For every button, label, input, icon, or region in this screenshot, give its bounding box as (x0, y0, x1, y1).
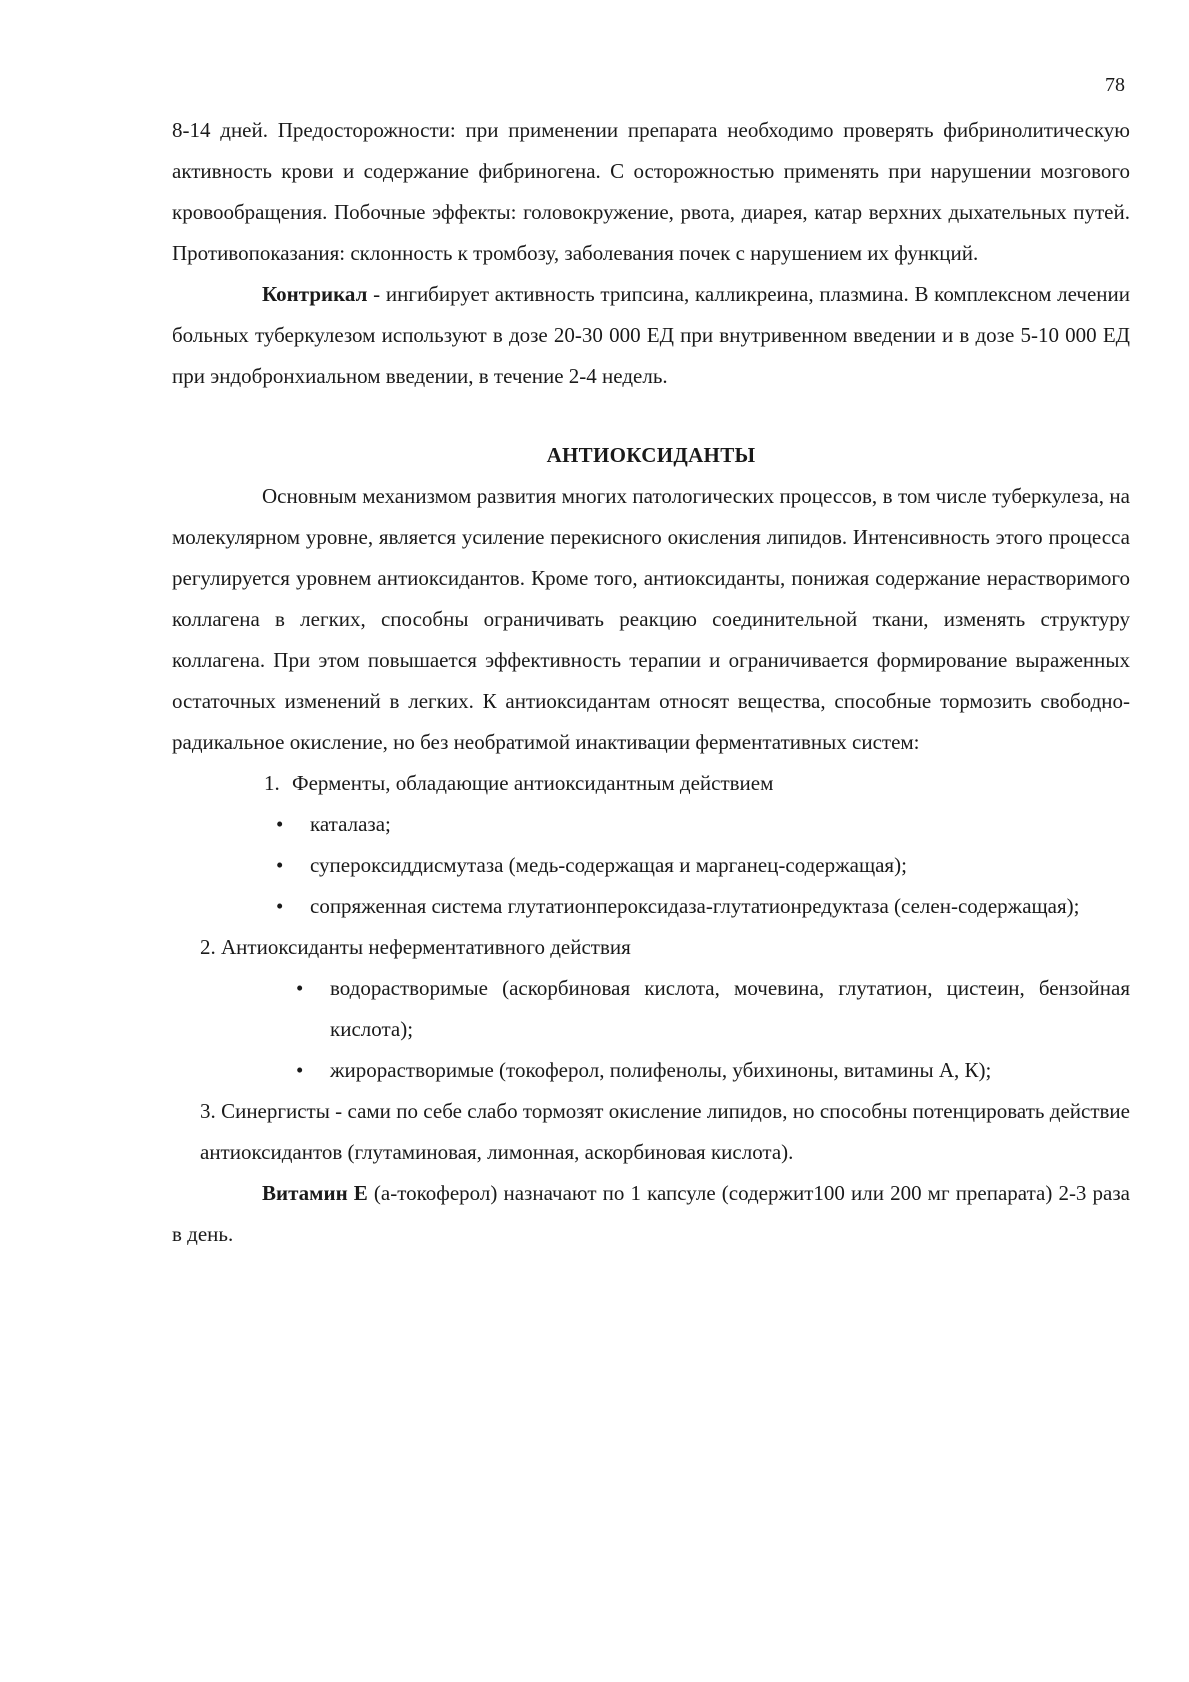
bullet-icon: • (276, 853, 284, 877)
bullet-icon: • (276, 812, 284, 836)
bullet-text: жирорастворимые (токоферол, полифенолы, убихиноны, витамины А, К); (330, 1058, 992, 1082)
paragraph-antioxidants-intro: Основным механизмом развития многих патологических процессов, в том числе туберкулеза, на молекулярном уровне, является усиление перекисного окисления липидов. Интенсивность этого процесса регулируется уровнем антиоксидантов. Кроме того, антиоксиданты, понижая содержание нерастворимого коллагена в легких, способны ограничивать реакцию соединительной ткани, изменять структуру коллагена. При этом повышается эффективность терапии и ограничивается формирование выраженных остаточных изменений в легких. К антиоксидантам относят вещества, способные тормозить свободно-радикальное окисление, но без необратимой инактивации ферментативных систем: (172, 484, 1130, 754)
enzyme-bullet-list (276, 804, 1130, 927)
bullet-text: водорастворимые (аскорбиновая кислота, мочевина, глутатион, цистеин, бензойная кислота); (330, 976, 1130, 1041)
list-item-title: Ферменты, обладающие антиоксидантным действием (292, 771, 774, 795)
list-number: 1. (264, 771, 280, 795)
list-item-title: 2. Антиоксиданты неферментативного действия (200, 935, 631, 959)
paragraph-continuation: 8-14 дней. Предосторожности: при применении препарата необходимо проверять фибринолитическую активность крови и содержание фибриногена. С осторожностью применять при нарушении мозгового кровообращения. Побочные эффекты: головокружение, рвота, диарея, катар верхних дыхательных путей. Противопоказания: склонность к тромбозу, заболевания почек с нарушением их функций. (172, 118, 1130, 265)
nonenzymatic-bullet-list (296, 968, 1130, 1091)
kontrikal-description: - ингибирует активность трипсина, калликреина, плазмина. В комплексном лечении больных туберкулезом используют в дозе 20-30 000 ЕД при внутривенном введении и в дозе 5-10 000 ЕД при эндобронхиальном введении, в течение 2-4 недель. (172, 282, 1130, 388)
vitamin-e-description: (а-токоферол) назначают по 1 капсуле (содержит100 или 200 мг препарата) 2-3 раза в день. (172, 1181, 1130, 1246)
list-item (276, 804, 1130, 845)
bullet-icon: • (276, 894, 284, 918)
paragraph-vitamin-e (172, 1173, 1130, 1255)
list-item (276, 845, 1130, 886)
bullet-text: супероксиддисмутаза (медь-содержащая и марганец-содержащая); (310, 853, 907, 877)
document-body (172, 110, 1130, 1255)
list-item-synergists: 3. Синергисты - сами по себе слабо тормозят окисление липидов, но способны потенцировать действие антиоксидантов (глутаминовая, лимонная, аскорбиновая кислота). (200, 1099, 1130, 1164)
term-kontrikal: Контрикал (262, 282, 368, 306)
bullet-text: каталаза; (310, 812, 391, 836)
term-vitamin-e: Витамин Е (262, 1181, 368, 1205)
page-number: 78 (1105, 74, 1125, 96)
list-item-enzymes (264, 763, 1130, 804)
bullet-icon: • (296, 976, 304, 1000)
list-item (296, 968, 1130, 1050)
section-heading: АНТИОКСИДАНТЫ (546, 443, 756, 467)
list-item (296, 1050, 1130, 1091)
list-item (276, 886, 1130, 927)
list-item-nonenzymatic (200, 927, 1130, 968)
paragraph-kontrikal (172, 274, 1130, 397)
bullet-icon: • (296, 1058, 304, 1082)
bullet-text: сопряженная система глутатионпероксидаза-глутатионредуктаза (селен-содержащая); (310, 894, 1080, 918)
